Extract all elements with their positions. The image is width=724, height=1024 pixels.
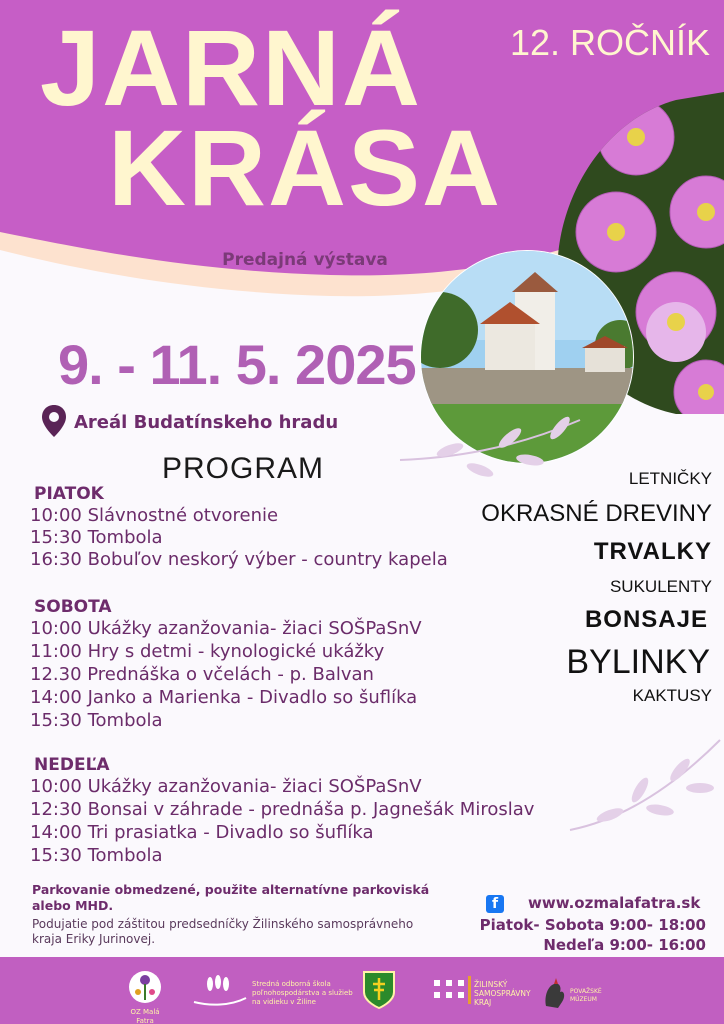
program-item: 10:00 Ukážky azanžovania- žiaci SOŠPaSnV xyxy=(30,618,422,639)
program-item: 15:30 Tombola xyxy=(30,710,163,731)
day-heading-sobota: SOBOTA xyxy=(34,597,112,617)
category-trvalky: TRVALKY xyxy=(593,538,712,565)
program-item: 12.30 Prednáška o včelách - p. Balvan xyxy=(30,664,374,685)
school-logo-mark xyxy=(190,972,250,1012)
venue-label: Areál Budatínskeho hradu xyxy=(74,412,339,433)
oz-logo-text: OZ Malá Fatra xyxy=(130,1008,160,1024)
museum-logo-text: POVAŽSKÉ MÚZEUM xyxy=(570,988,602,1003)
flower-logo-icon xyxy=(124,970,166,1004)
region-symbols-icon xyxy=(432,976,472,1004)
category-bylinky: BYLINKY xyxy=(566,643,710,681)
program-title: PROGRAM xyxy=(162,452,325,485)
program-item: 15:30 Tombola xyxy=(30,527,163,548)
opening-hours-weekday: Piatok- Sobota 9:00- 18:00 xyxy=(479,916,706,934)
program-item: 11:00 Hry s detmi - kynologické ukážky xyxy=(30,641,385,662)
event-dates: 9. - 11. 5. 2025 xyxy=(58,333,416,396)
title-line1: JARNÁ xyxy=(40,7,423,128)
day-heading-piatok: PIATOK xyxy=(34,484,104,504)
facebook-icon[interactable]: f xyxy=(486,895,504,913)
day-heading-nedela: NEDEĽA xyxy=(34,755,110,775)
branch-decoration-top xyxy=(390,400,590,500)
oz-mala-fatra-logo xyxy=(124,970,166,1024)
patron-notice: Podujatie pod záštitou predsedníčky Žilinského samosprávneho kraja Eriky Jurinovej. xyxy=(32,917,414,946)
category-bonsaje: BONSAJE xyxy=(584,606,708,633)
location-pin-icon xyxy=(42,405,66,437)
website-link[interactable]: www.ozmalafatra.sk xyxy=(528,894,701,912)
program-item: 16:30 Bobuľov neskorý výber - country kapela xyxy=(30,549,448,570)
category-kaktusy: KAKTUSY xyxy=(632,686,712,705)
edition-label: 12. ROČNÍK xyxy=(509,22,710,63)
program-item: 10:00 Ukážky azanžovania- žiaci SOŠPaSnV xyxy=(30,776,422,797)
program-item: 12:30 Bonsai v záhrade - prednáša p. Jagnešák Miroslav xyxy=(30,799,535,820)
school-logo-text: Stredná odborná škola poľnohospodárstva a služieb na vidieku v Žiline xyxy=(252,980,353,1006)
category-letnicky: LETNIČKY xyxy=(628,469,712,488)
program-item: 10:00 Slávnostné otvorenie xyxy=(30,505,279,526)
wheat-icon xyxy=(190,972,248,1010)
program-item: 15:30 Tombola xyxy=(30,845,163,866)
branch-decoration-bottom xyxy=(560,730,724,840)
rooster-icon xyxy=(540,976,568,1012)
program-item: 14:00 Janko a Marienka - Divadlo so šuflíka xyxy=(30,687,418,708)
title-line2: KRÁSA xyxy=(108,107,503,228)
zilina-coat-of-arms-icon xyxy=(362,970,396,1010)
subtitle: Predajná výstava xyxy=(222,250,388,270)
opening-hours-sunday: Nedeľa 9:00- 16:00 xyxy=(543,936,706,954)
region-logo-text: ŽILINSKÝ SAMOSPRÁVNY KRAJ xyxy=(474,980,531,1007)
category-okrasne-dreviny: OKRASNÉ DREVINY xyxy=(481,500,712,527)
parking-notice: Parkovanie obmedzené, použite alternatívne parkoviská alebo MHD. xyxy=(32,882,430,913)
category-sukulenty: SUKULENTY xyxy=(609,577,712,596)
program-item: 14:00 Tri prasiatka - Divadlo so šuflíka xyxy=(30,822,374,843)
